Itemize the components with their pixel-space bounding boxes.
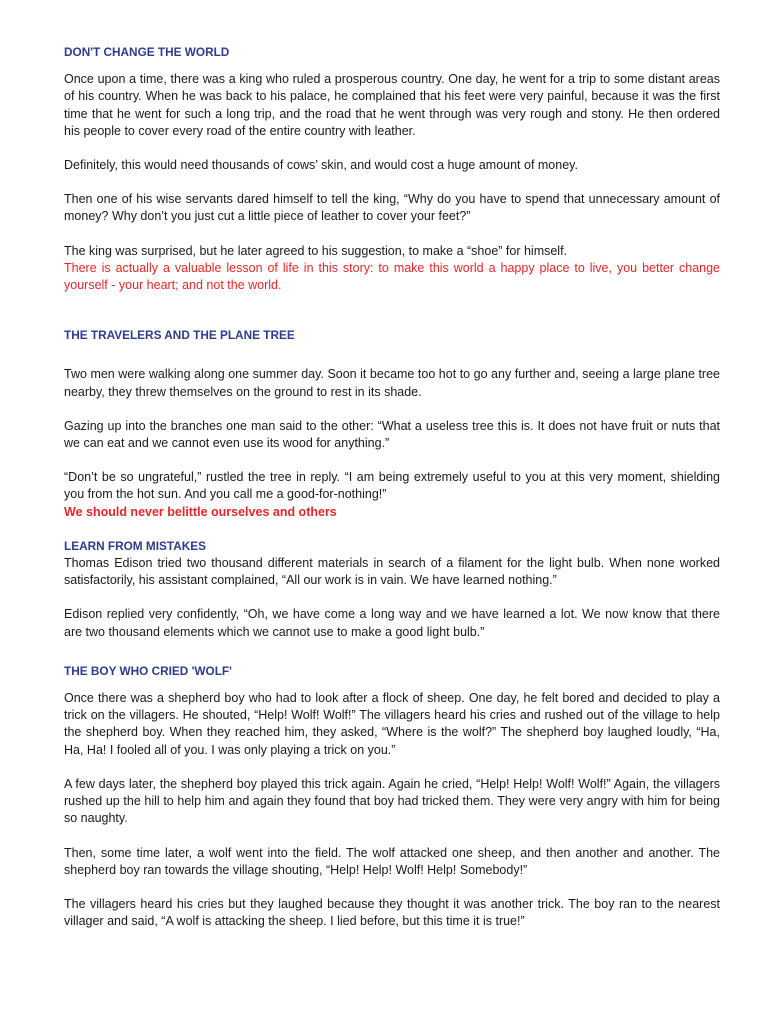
story-dont-change-the-world [64, 44, 720, 294]
story-moral: There is actually a valuable lesson of life in this story: to make this world a happy place to live, you better change yourself - your heart; and not the world. [64, 260, 720, 293]
story-paragraph: Two men were walking along one summer day. Soon it became too hot to go any further and, seeing a large plane tree nearby, they threw themselves on the ground to rest in its shade. [64, 367, 720, 399]
story-title: DON'T CHANGE THE WORLD [64, 45, 230, 59]
story-paragraph: Then one of his wise servants dared himself to tell the king, “Why do you have to spend that unnecessary amount of money? Why don’t you just cut a little piece of leather to cover your feet?” [64, 192, 720, 224]
story-paragraph: The villagers heard his cries but they laughed because they thought it was another trick. The boy ran to the nearest villager and said, “A wolf is attacking the sheep. I lied before, but this time it is true!” [64, 896, 720, 929]
story-moral: We should never belittle ourselves and others [64, 504, 337, 519]
story-paragraph: A few days later, the shepherd boy played this trick again. Again he cried, “Help! Help! Wolf! Wolf!” Again, the villagers rushed up the hill to help him and again they found that boy had tricked them. They were very angry with him for being so naughty. [64, 776, 720, 826]
story-title: LEARN FROM MISTAKES [64, 538, 206, 553]
story-travelers-and-plane-tree [64, 327, 720, 521]
story-title: THE TRAVELERS AND THE PLANE TREE [64, 328, 295, 343]
story-learn-from-mistakes [64, 538, 720, 641]
story-paragraph: “Don’t be so ungrateful,” rustled the tree in reply. “I am being extremely useful to you at this very moment, shielding you from the hot sun. And you call me a good-for-nothing!” [64, 470, 720, 502]
story-paragraph: Definitely, this would need thousands of cows’ skin, and would cost a huge amount of money. [64, 158, 578, 173]
story-paragraph: Thomas Edison tried two thousand different materials in search of a filament for the light bulb. When none worked satisfactorily, his assistant complained, “All our work is in vain. We have learned nothing.” [64, 556, 720, 588]
document-page [64, 44, 720, 930]
story-title: THE BOY WHO CRIED 'WOLF' [64, 663, 232, 678]
story-paragraph: Edison replied very confidently, “Oh, we have come a long way and we have learned a lot. We now know that there are two thousand elements which we cannot use to make a good light bulb.” [64, 607, 720, 639]
story-paragraph: Once there was a shepherd boy who had to look after a flock of sheep. One day, he felt bored and decided to play a trick on the villagers. He shouted, “Help! Wolf! Wolf!” The villagers heard his cries and rushed out of the village to help the shepherd boy. When they reached him, they asked, “Where is the wolf?” The shepherd boy laughed loudly, “Ha, Ha, Ha! I fooled all of you. I was only playing a trick on you.” [64, 691, 720, 757]
story-paragraph: Gazing up into the branches one man said to the other: “What a useless tree this is. It does not have fruit or nuts that we can eat and we cannot even use its wood for anything.” [64, 418, 720, 451]
story-boy-who-cried-wolf [64, 663, 720, 930]
story-paragraph: The king was surprised, but he later agreed to his suggestion, to make a “shoe” for himself. [64, 243, 568, 258]
story-paragraph: Then, some time later, a wolf went into the field. The wolf attacked one sheep, and then another and another. The shepherd boy ran towards the village shouting, “Help! Help! Wolf! Help! Somebody!” [64, 845, 720, 877]
story-paragraph: Once upon a time, there was a king who ruled a prosperous country. One day, he went for a trip to some distant areas of his country. When he was back to his palace, he complained that his feet were very painful, because it was the first time that he went for such a long trip, and the road that he went through was very rough and stony. He then ordered his people to cover every road of the entire country with leather. [64, 72, 720, 138]
